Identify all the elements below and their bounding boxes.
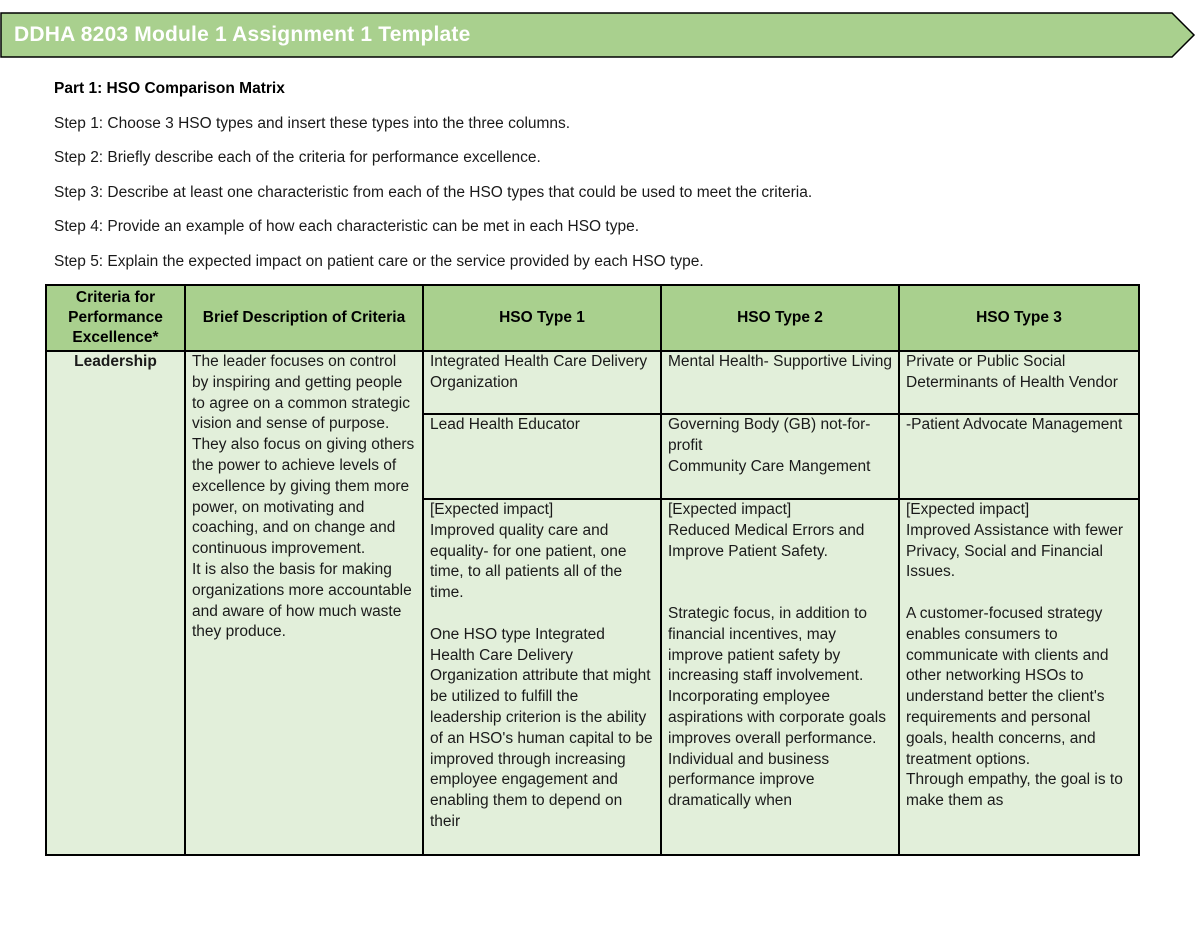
hso-type-3-name-cell[interactable]: Private or Public Social Determinants of Health Vendor	[899, 351, 1139, 414]
hso-type-1-impact-text: [Expected impact] Improved quality care and equality- for one patient, one time, to all patients all of the time. One HSO type Integrated Health Care Delivery Organization attribute that might be utilized to fulfill the leadership criterion is the ability of an HSO's human capital to be improved through increasing employee engagement and enabling them to depend on their	[430, 501, 653, 830]
hso-type-2-impact-cell[interactable]	[661, 499, 899, 855]
hso-type-1-name-cell[interactable]: Integrated Health Care Delivery Organization	[423, 351, 661, 414]
step-1: Step 1: Choose 3 HSO types and insert these types into the three columns.	[54, 114, 571, 132]
header-row	[46, 285, 1139, 351]
header-hso-type-1: HSO Type 1	[423, 285, 661, 351]
hso-type-3-characteristic-cell[interactable]: -Patient Advocate Management	[899, 414, 1139, 499]
step-3: Step 3: Describe at least one characteristic from each of the HSO types that could be used to meet the criteria.	[54, 183, 813, 201]
header-hso-type-3: HSO Type 3	[899, 285, 1139, 351]
hso-type-1-characteristic-cell[interactable]: Lead Health Educator	[423, 414, 661, 499]
hso-type-3-impact-cell[interactable]	[899, 499, 1139, 855]
step-5: Step 5: Explain the expected impact on patient care or the service provided by each HSO type.	[54, 252, 704, 270]
hso-type-2-name-cell[interactable]: Mental Health- Supportive Living	[661, 351, 899, 414]
title-banner	[0, 12, 1196, 58]
table-row	[46, 351, 1139, 414]
hso-type-3-impact-text: [Expected impact] Improved Assistance with fewer Privacy, Social and Financial Issues. A customer-focused strategy enables consumers to communicate with clients and other networking HSOs to understand better the client's requirements and personal goals, health concerns, and treatment options. Through empathy, the goal is to make them as	[906, 501, 1124, 810]
part-title: Part 1: HSO Comparison Matrix	[54, 80, 285, 97]
criteria-cell[interactable]	[46, 351, 185, 855]
hso-type-2-characteristic-cell[interactable]: Governing Body (GB) not-for-profit Community Care Mangement	[661, 414, 899, 499]
instructions-section	[54, 78, 1154, 273]
hso-comparison-matrix	[45, 284, 1140, 856]
document-title: DDHA 8203 Module 1 Assignment 1 Template	[14, 23, 471, 46]
description-cell[interactable]: The leader focuses on control by inspiring and getting people to agree on a common strategic vision and sense of purpose. They also focus on giving others the power to achieve levels of excellence by giving them more power, on motivating and coaching, and on change and continuous improvement. It is also the basis for making organizations more accountable and aware of how much waste they produce.	[185, 351, 423, 855]
step-2: Step 2: Briefly describe each of the criteria for performance excellence.	[54, 149, 541, 167]
criteria-label: Leadership	[74, 353, 157, 370]
header-description: Brief Description of Criteria	[185, 285, 423, 351]
hso-type-2-impact-text: [Expected impact] Reduced Medical Errors and Improve Patient Safety. Strategic focus, in addition to financial incentives, may improve patient safety by increasing staff involvement. Incorporating employee aspirations with corporate goals improves overall performance. Individual and business performance improve dramatically when	[668, 501, 886, 810]
steps-list	[54, 100, 1154, 273]
header-hso-type-2: HSO Type 2	[661, 285, 899, 351]
hso-type-1-impact-cell[interactable]	[423, 499, 661, 855]
step-4: Step 4: Provide an example of how each characteristic can be met in each HSO type.	[54, 218, 640, 236]
header-criteria: Criteria for Performance Excellence*	[46, 285, 185, 351]
